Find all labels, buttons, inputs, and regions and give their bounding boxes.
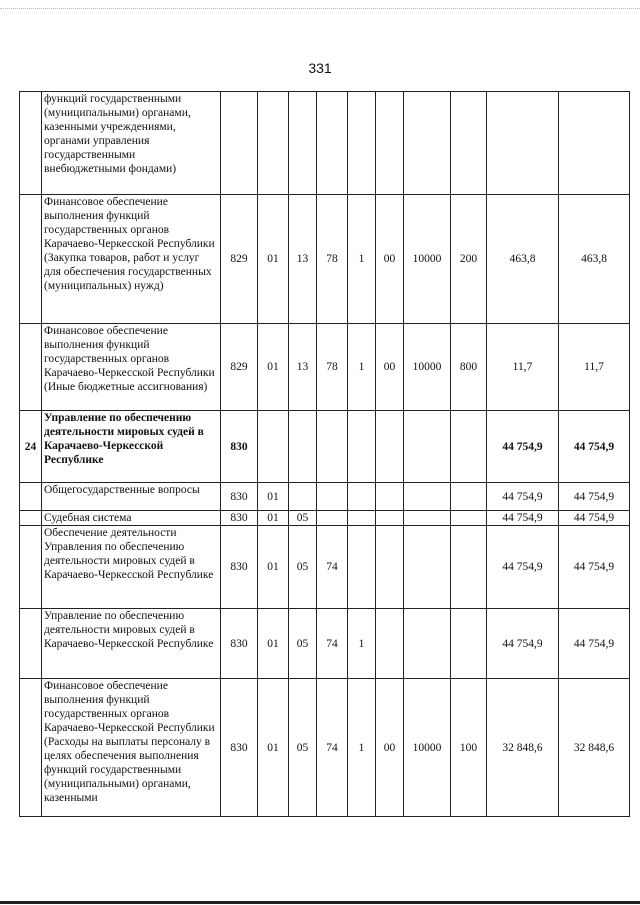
grbs-code: 830: [221, 511, 258, 526]
expense-type-code: [451, 526, 487, 609]
sum-year-1: 44 754,9: [487, 511, 559, 526]
direction-code: 00: [376, 195, 404, 324]
program-code: 74: [317, 679, 348, 817]
program-code: 74: [317, 609, 348, 679]
sum-year-1: 44 754,9: [487, 609, 559, 679]
section-code: 01: [258, 511, 289, 526]
section-code: 01: [258, 324, 289, 411]
expense-type-code: 200: [451, 195, 487, 324]
subprogram-code: [348, 92, 376, 195]
expense-type-code: [451, 92, 487, 195]
subsection-code: [289, 411, 317, 483]
row-name: Управление по обеспечению деятельности мировых судей в Карачаево-Черкесской Республике: [42, 411, 221, 483]
sum-year-2: 44 754,9: [559, 511, 630, 526]
subsection-code: 05: [289, 609, 317, 679]
grbs-code: 830: [221, 526, 258, 609]
sum-year-1: [487, 92, 559, 195]
table-row: [20, 511, 630, 526]
row-name: функций государственными (муниципальными) органами, казенными учреждениями, органами управления государственными внебюджетными фондами): [42, 92, 221, 195]
grbs-code: 829: [221, 324, 258, 411]
subsection-code: [289, 483, 317, 511]
grbs-code: [221, 92, 258, 195]
grbs-code: 830: [221, 411, 258, 483]
row-name: Общегосударственные вопросы: [42, 483, 221, 511]
program-code: [317, 511, 348, 526]
expense-type-code: 100: [451, 679, 487, 817]
grbs-code: 830: [221, 483, 258, 511]
subprogram-code: [348, 483, 376, 511]
expense-code: 10000: [404, 679, 451, 817]
program-code: 74: [317, 526, 348, 609]
subsection-code: 05: [289, 511, 317, 526]
row-number: [20, 511, 42, 526]
row-name: Финансовое обеспечение выполнения функций государственных органов Карачаево-Черкесской Республики (Закупка товаров, работ и услуг для обеспечения государственных (муниципальных) нужд): [42, 195, 221, 324]
sum-year-2: 44 754,9: [559, 526, 630, 609]
row-number: [20, 609, 42, 679]
subprogram-code: [348, 526, 376, 609]
subprogram-code: [348, 411, 376, 483]
subprogram-code: 1: [348, 324, 376, 411]
sum-year-1: 44 754,9: [487, 483, 559, 511]
expense-type-code: [451, 609, 487, 679]
expense-code: [404, 609, 451, 679]
sum-year-2: 44 754,9: [559, 411, 630, 483]
sum-year-2: [559, 92, 630, 195]
table-row: [20, 483, 630, 511]
table-row: [20, 526, 630, 609]
sum-year-2: 11,7: [559, 324, 630, 411]
row-number: [20, 526, 42, 609]
section-code: [258, 411, 289, 483]
direction-code: 00: [376, 324, 404, 411]
page-number: 331: [308, 60, 332, 76]
table-row: [20, 679, 630, 817]
row-name: Финансовое обеспечение выполнения функций государственных органов Карачаево-Черкесской Республики (Иные бюджетные ассигнования): [42, 324, 221, 411]
row-number: [20, 679, 42, 817]
direction-code: 00: [376, 679, 404, 817]
section-code: 01: [258, 526, 289, 609]
sum-year-1: 32 848,6: [487, 679, 559, 817]
subprogram-code: 1: [348, 195, 376, 324]
direction-code: [376, 511, 404, 526]
program-code: [317, 483, 348, 511]
expense-type-code: [451, 411, 487, 483]
expense-code: [404, 526, 451, 609]
sum-year-1: 44 754,9: [487, 526, 559, 609]
expense-code: [404, 411, 451, 483]
subprogram-code: 1: [348, 679, 376, 817]
row-name: Обеспечение деятельности Управления по обеспечению деятельности мировых судей в Карачаево-Черкесской Республике: [42, 526, 221, 609]
row-name: Управление по обеспечению деятельности мировых судей в Карачаево-Черкесской Республике: [42, 609, 221, 679]
expense-type-code: [451, 511, 487, 526]
direction-code: [376, 526, 404, 609]
program-code: 78: [317, 195, 348, 324]
budget-table: [19, 91, 630, 817]
expense-code: [404, 483, 451, 511]
grbs-code: 830: [221, 679, 258, 817]
row-number: [20, 483, 42, 511]
subsection-code: 05: [289, 679, 317, 817]
row-number: 24: [20, 411, 42, 483]
program-code: [317, 92, 348, 195]
sum-year-1: 44 754,9: [487, 411, 559, 483]
row-number: [20, 92, 42, 195]
subsection-code: 05: [289, 526, 317, 609]
page-bottom-border: [0, 901, 640, 904]
sum-year-1: 11,7: [487, 324, 559, 411]
table-row: [20, 324, 630, 411]
subsection-code: 13: [289, 195, 317, 324]
expense-code: 10000: [404, 195, 451, 324]
expense-type-code: 800: [451, 324, 487, 411]
section-code: 01: [258, 483, 289, 511]
section-code: 01: [258, 679, 289, 817]
section-code: 01: [258, 609, 289, 679]
direction-code: [376, 92, 404, 195]
sum-year-2: 44 754,9: [559, 609, 630, 679]
row-name: Судебная система: [42, 511, 221, 526]
sum-year-2: 44 754,9: [559, 483, 630, 511]
subprogram-code: [348, 511, 376, 526]
expense-code: [404, 511, 451, 526]
section-code: 01: [258, 195, 289, 324]
program-code: 78: [317, 324, 348, 411]
expense-code: [404, 92, 451, 195]
row-number: [20, 195, 42, 324]
sum-year-1: 463,8: [487, 195, 559, 324]
subsection-code: 13: [289, 324, 317, 411]
direction-code: [376, 609, 404, 679]
direction-code: [376, 411, 404, 483]
grbs-code: 830: [221, 609, 258, 679]
sum-year-2: 32 848,6: [559, 679, 630, 817]
table-row: [20, 411, 630, 483]
row-name: Финансовое обеспечение выполнения функций государственных органов Карачаево-Черкесской Республики (Расходы на выплаты персоналу в целях обеспечения выполнения функций государственными (муниципальными) органами, казенными: [42, 679, 221, 817]
subprogram-code: 1: [348, 609, 376, 679]
grbs-code: 829: [221, 195, 258, 324]
row-number: [20, 324, 42, 411]
section-code: [258, 92, 289, 195]
table-row: [20, 92, 630, 195]
scan-edge: [0, 8, 640, 9]
table-row: [20, 195, 630, 324]
subsection-code: [289, 92, 317, 195]
table-row: [20, 609, 630, 679]
sum-year-2: 463,8: [559, 195, 630, 324]
program-code: [317, 411, 348, 483]
expense-code: 10000: [404, 324, 451, 411]
direction-code: [376, 483, 404, 511]
expense-type-code: [451, 483, 487, 511]
